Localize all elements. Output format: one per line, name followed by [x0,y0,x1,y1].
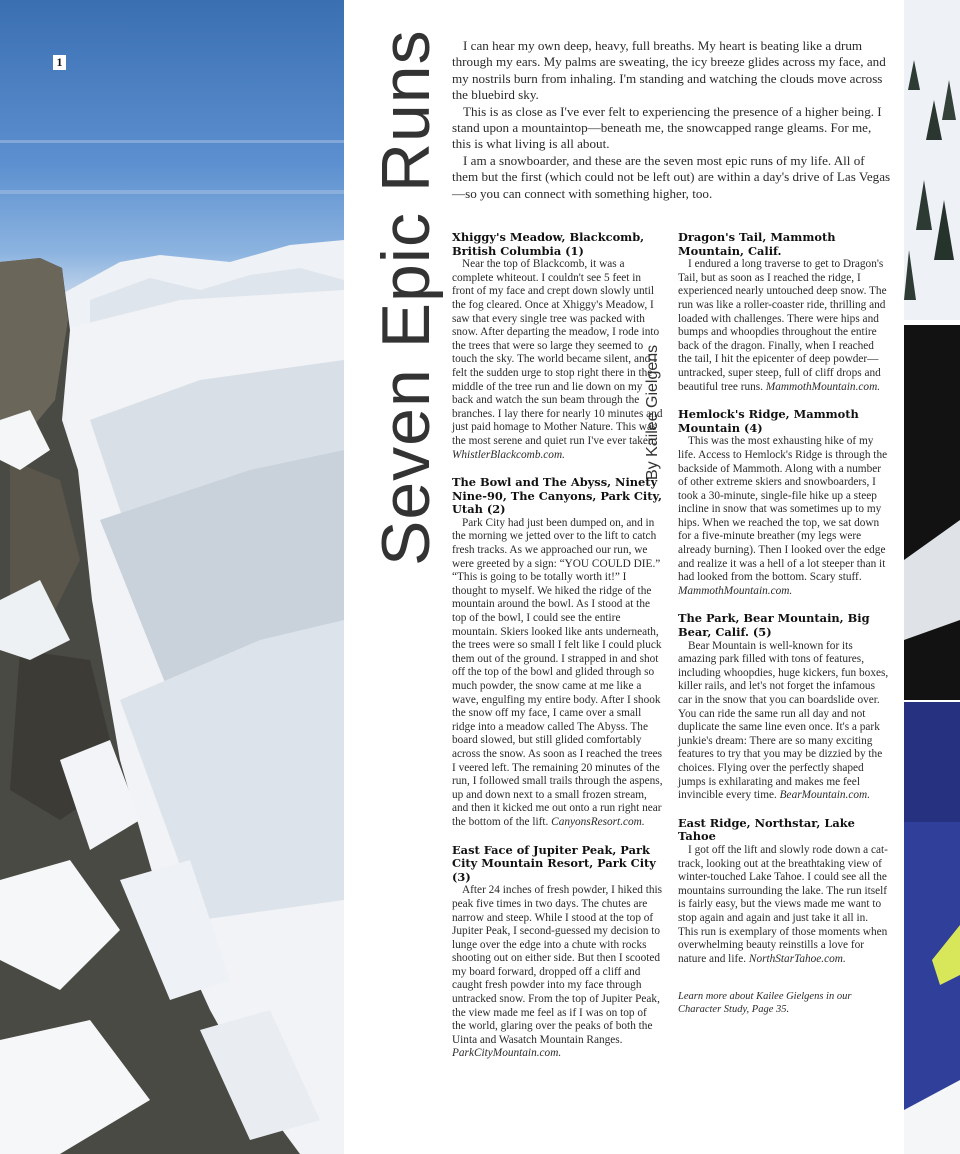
run-entry [678,817,890,967]
mountain-photo [0,0,344,1154]
run-body: This was the most exhausting hike of my life. Access to Hemlock's Ridge is through the backside of Mammoth. Along with a number of other extreme skiers and snowboarders, I took a 30-minute, single-file hike up a steep incline in snow that was sometimes up to my hips. When we reached the top, we sat down for a five-minute breather (my legs were already burning). Then I looked over the edge and realize it was a hell of a lot steeper than it had looked from the bottom. Scary stuff. MammothMountain.com. [678,435,888,597]
run-body: I endured a long traverse to get to Dragon's Tail, but as soon as I reached the ridge, I experienced nearly untouched deep snow. The run was like a roller-coaster ride, thrilling and loaded with challenges. There were hips and bumps and whoopdies throughout the entire back of the dragon. Finally, when I reached the tail, I hit the epicenter of deep powder—untracked, super steep, full of cliff drops and beautiful tree runs. MammothMountain.com. [678,258,887,393]
run-entry [452,844,663,1062]
run-site: ParkCityMountain.com. [452,1047,562,1060]
intro-paragraph: I am a snowboarder, and these are the seven most epic runs of my life. All of them but the first (which could not be left out) are within a day's drive of Las Vegas—so you can connect with something higher, too. [452,152,891,201]
page-number-badge: 1 [53,55,66,70]
column-right [678,231,890,1016]
run-entry [678,408,890,598]
run-heading: Dragon's Tail, Mammoth Mountain, Calif. [678,230,836,258]
run-site: MammothMountain.com. [678,584,793,597]
run-body: Near the top of Blackcomb, it was a complete whiteout. I couldn't see 5 feet in front of my face and crept down slowly until the fog cleared. Once at Xhiggy's Meadow, I saw that every single tree was packed with snow. After departing the meadow, I rode into the trees that were so large they seemed to touch the sky. The world became silent, and I felt the sudden urge to stop right there in the middle of the tree run and lie down on my back and watch the sun beam through the branches. I lay there for nearly 10 minutes and just paid homage to Mother Nature. This was the most serene and quiet run I've ever taken. WhistlerBlackcomb.com. [452,258,663,461]
mountain-photo-art [0,0,344,1154]
run-heading: The Park, Bear Mountain, Big Bear, Calif. (5) [678,611,870,640]
intro-paragraph: I can hear my own deep, heavy, full breaths. My heart is beating like a drum through my ears. My palms are sweating, the icy breeze glides across my face, and my nostrils burn from inhaling. I'm standing and watching the clouds move across the bluebird sky. [452,38,886,103]
intro [452,38,892,202]
run-heading: East Ridge, Northstar, Lake Tahoe [678,815,855,844]
run-body: Park City had just been dumped on, and in the morning we jetted over to the lift to catch fresh tracks. As we approached our run, we were greeted by a sign: “YOU COULD DIE.” “This is going to be totally worth it!” I thought to myself. We hiked the ridge of the mountain around the bowl. As I stood at the top of the bowl, I could see the entire mountain. Skiers looked like ants underneath, the trees were so small I felt like I could pluck them out of the ground. I strapped in and shot off the top of the bowl and glided through so much powder, the snow came at me like a wave, engulfing my entire body. After I shook the snow off my face, I came over a small ridge into a meadow called The Abyss. The board slowed, but still glided comfortably across the snow. As soon as I reached the trees I veered left. The remaining 20 minutes of the run, I followed small trails through the aspens, up and down next to a small frozen stream, and then it kicked me out onto a run right near the bottom of the lift. CanyonsResort.com. [452,516,663,828]
run-site: BearMountain.com. [779,789,871,802]
run-entry [678,612,890,802]
run-body: After 24 inches of fresh powder, I hiked this peak five times in two days. The chutes are narrow and steep. While I stood at the top of Jupiter Peak, I second-guessed my decision to lunge over the edge into a chute with rocks shooting out on either side. But then I scooted my board forward, dropped off a cliff and caught fresh powder into my face through untracked snow. From the top of Jupiter Peak, the view made me feel as if I was on top of the world, glaring over the peaks of both the Uinta and Wasatch Mountain Ranges. ParkCityMountain.com. [452,884,663,1060]
run-heading: Hemlock's Ridge, Mammoth Mountain (4) [678,407,859,435]
run-entry [678,231,890,394]
run-heading: The Bowl and The Abyss, Ninety Nine-90, The Canyons, Park City, Utah (2) [452,475,662,517]
byline: By Kailee Gielgens [644,344,661,480]
run-site: MammothMountain.com. [765,380,881,393]
run-entry [452,231,663,462]
run-site: CanyonsResort.com. [551,815,645,828]
right-photo-strip-art [904,0,960,1154]
run-site: WhistlerBlackcomb.com. [452,448,565,461]
run-entry [452,476,663,829]
column-left [452,231,663,1075]
run-heading: East Face of Jupiter Peak, Park City Mountain Resort, Park City (3) [452,842,656,884]
run-site: NorthStarTahoe.com. [748,952,846,965]
intro-paragraph: This is as close as I've ever felt to experiencing the presence of a higher being. I stand upon a mountaintop—beneath me, the snowcapped range gleams. For me, this is what living is all about. [452,103,882,152]
run-body: Bear Mountain is well-known for its amazing park filled with tons of features, including whoopdies, huge kickers, fun boxes, killer rails, and let's not forget the infamous car in the snow that you can boardslide over. You can ride the same run all day and not duplicate the same line even once. It's a park junkie's dream: There are so many exciting features to try that you may be dizzied by the choices. Flying over the perfectly shaped jumps is exhilarating and makes me feel invincible every time. BearMountain.com. [678,639,889,802]
run-heading: Xhiggy's Meadow, Blackcomb, British Columbia (1) [452,230,645,258]
right-photo-strip [904,0,960,1154]
page-title: Seven Epic Runs [368,29,444,566]
footnote: Learn more about Kailee Gielgens in our Character Study, Page 35. [678,991,852,1016]
run-body: I got off the lift and slowly rode down a cat-track, looking out at the breathtaking view of winter-touched Lake Tahoe. I could see all the mountains surrounding the lake. The run itself is fairly easy, but the views made me want to stop again and again and just take it all in. This run is exemplary of those moments when overwhelming beauty reinstills a love for nature and life. NorthStarTahoe.com. [678,843,888,965]
